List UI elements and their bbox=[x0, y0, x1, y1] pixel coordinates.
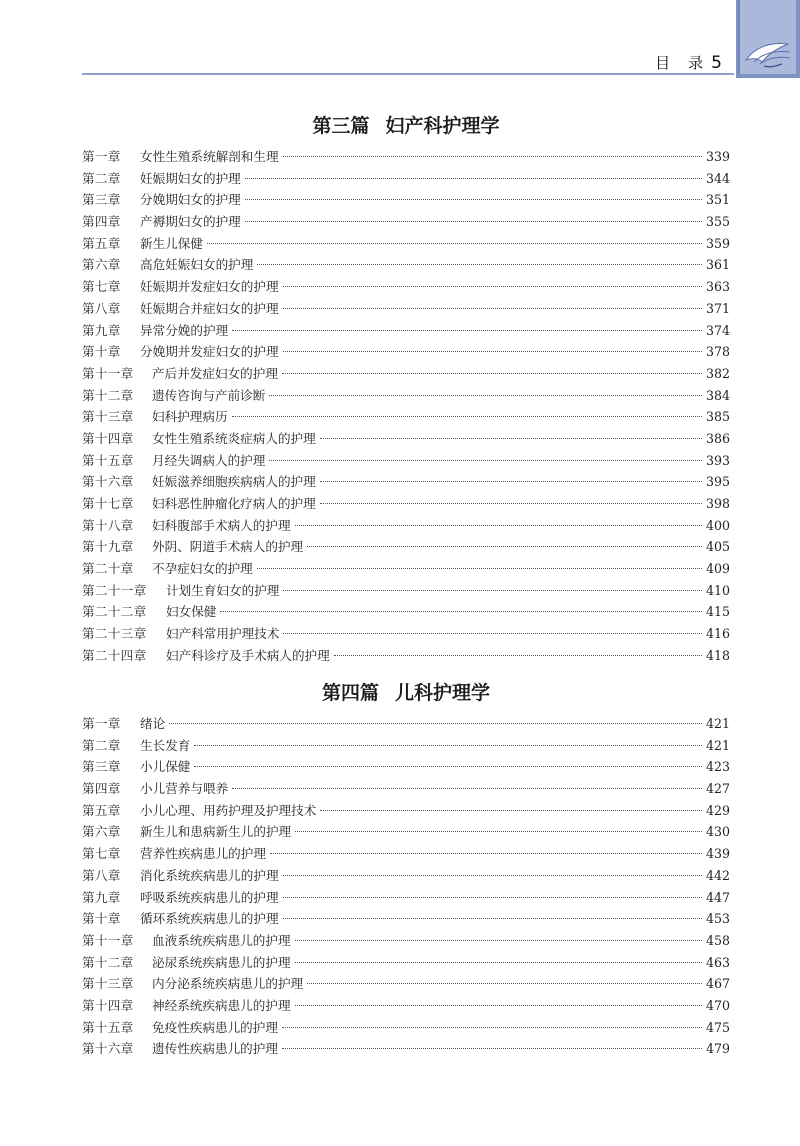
toc-entry[interactable] bbox=[82, 952, 730, 974]
toc-entry[interactable] bbox=[82, 558, 730, 580]
toc-page-number: 439 bbox=[705, 846, 730, 862]
toc-chapter-title: 内分泌系统疾病患儿的护理 bbox=[152, 976, 304, 992]
toc-leader-dots bbox=[245, 178, 702, 179]
toc-entry[interactable] bbox=[82, 821, 730, 843]
toc-chapter-title: 产后并发症妇女的护理 bbox=[152, 365, 278, 381]
part-4-label: 第四篇 bbox=[321, 682, 379, 704]
toc-leader-dots bbox=[232, 330, 702, 331]
toc-leader-dots bbox=[194, 745, 702, 746]
toc-entry[interactable] bbox=[82, 735, 730, 757]
toc-chapter-title: 外阴、阴道手术病人的护理 bbox=[152, 539, 304, 555]
toc-chapter-number: 第八章 bbox=[82, 867, 121, 883]
toc-entry[interactable] bbox=[82, 995, 730, 1017]
toc-leader-dots bbox=[269, 460, 702, 461]
toc-chapter-title: 妊娠期合并症妇女的护理 bbox=[140, 300, 279, 316]
toc-page-number: 371 bbox=[705, 300, 730, 316]
toc-chapter-title: 妊娠期妇女的护理 bbox=[140, 170, 241, 186]
toc-entry[interactable] bbox=[82, 428, 730, 450]
toc-page-number: 374 bbox=[705, 322, 730, 338]
toc-page-number: 467 bbox=[705, 976, 730, 992]
toc-chapter-number: 第十章 bbox=[82, 911, 121, 927]
toc-chapter-number: 第九章 bbox=[82, 889, 121, 905]
toc-leader-dots bbox=[295, 962, 702, 963]
toc-leader-dots bbox=[283, 633, 702, 634]
toc-page-number: 361 bbox=[705, 257, 730, 273]
part-3-toc-list bbox=[82, 146, 730, 667]
toc-chapter-title: 呼吸系统疾病患儿的护理 bbox=[140, 889, 279, 905]
toc-leader-dots bbox=[295, 525, 702, 526]
toc-entry[interactable] bbox=[82, 450, 730, 472]
toc-entry[interactable] bbox=[82, 580, 730, 602]
part-4-heading bbox=[82, 679, 730, 707]
toc-chapter-number: 第四章 bbox=[82, 781, 121, 797]
page-number: 5 bbox=[711, 53, 722, 73]
toc-page-number: 382 bbox=[705, 365, 730, 381]
toc-chapter-number: 第二十章 bbox=[82, 561, 134, 577]
toc-entry[interactable] bbox=[82, 515, 730, 537]
toc-page-number: 363 bbox=[705, 279, 730, 295]
toc-chapter-title: 妇科腹部手术病人的护理 bbox=[152, 517, 291, 533]
toc-chapter-title: 生长发育 bbox=[140, 737, 191, 753]
toc-entry[interactable] bbox=[82, 645, 730, 667]
toc-chapter-number: 第二章 bbox=[82, 737, 121, 753]
toc-chapter-title: 免疫性疾病患儿的护理 bbox=[152, 1019, 278, 1035]
running-header bbox=[655, 52, 722, 73]
toc-chapter-number: 第十五章 bbox=[82, 1019, 134, 1035]
toc-page-number: 351 bbox=[705, 192, 730, 208]
toc-leader-dots bbox=[320, 438, 702, 439]
toc-page-number: 427 bbox=[705, 781, 730, 797]
toc-leader-dots bbox=[283, 156, 702, 157]
toc-page-number: 458 bbox=[705, 932, 730, 948]
toc-entry[interactable] bbox=[82, 601, 730, 623]
toc-entry[interactable] bbox=[82, 973, 730, 995]
toc-page-number: 442 bbox=[705, 867, 730, 883]
toc-leader-dots bbox=[232, 788, 702, 789]
toc-page-number: 344 bbox=[705, 170, 730, 186]
toc-page-number: 398 bbox=[705, 496, 730, 511]
part-4-section bbox=[82, 679, 730, 1060]
toc-entry[interactable] bbox=[82, 865, 730, 887]
toc-entry[interactable] bbox=[82, 406, 730, 428]
toc-chapter-title: 血液系统疾病患儿的护理 bbox=[152, 932, 291, 948]
toc-chapter-title: 营养性疾病患儿的护理 bbox=[140, 846, 266, 862]
toc-page-number: 359 bbox=[705, 235, 730, 251]
toc-chapter-title: 新生儿和患病新生儿的护理 bbox=[140, 824, 292, 840]
toc-page-number: 421 bbox=[705, 716, 730, 731]
toc-leader-dots bbox=[283, 897, 702, 898]
header-tab bbox=[736, 0, 800, 78]
toc-entry[interactable] bbox=[82, 843, 730, 865]
toc-entry[interactable] bbox=[82, 233, 730, 255]
toc-chapter-number: 第七章 bbox=[82, 279, 121, 295]
toc-chapter-title: 分娩期妇女的护理 bbox=[140, 192, 241, 208]
toc-page-number: 385 bbox=[705, 409, 730, 425]
toc-page-number: 410 bbox=[705, 582, 730, 598]
toc-page-number: 423 bbox=[705, 759, 730, 775]
toc-page-number: 479 bbox=[705, 1041, 730, 1057]
toc-chapter-number: 第二章 bbox=[82, 170, 121, 186]
toc-entry[interactable] bbox=[82, 493, 730, 515]
toc-chapter-number: 第十四章 bbox=[82, 430, 134, 446]
toc-leader-dots bbox=[257, 264, 702, 265]
toc-chapter-title: 计划生育妇女的护理 bbox=[166, 582, 280, 598]
toc-entry[interactable] bbox=[82, 1017, 730, 1039]
toc-entry[interactable] bbox=[82, 189, 730, 211]
toc-page-number: 384 bbox=[705, 387, 730, 403]
toc-chapter-number: 第二十二章 bbox=[82, 604, 147, 620]
toc-chapter-title: 异常分娩的护理 bbox=[140, 322, 229, 338]
toc-page-number: 393 bbox=[705, 452, 730, 468]
toc-chapter-number: 第一章 bbox=[82, 716, 121, 731]
toc-entry[interactable] bbox=[82, 363, 730, 385]
toc-chapter-title: 循环系统疾病患儿的护理 bbox=[140, 911, 279, 927]
toc-chapter-number: 第十章 bbox=[82, 344, 121, 360]
toc-page-number: 386 bbox=[705, 430, 730, 446]
toc-leader-dots bbox=[295, 940, 702, 941]
toc-entry[interactable] bbox=[82, 385, 730, 407]
toc-chapter-number: 第一章 bbox=[82, 149, 121, 164]
toc-chapter-title: 女性生殖系统解剖和生理 bbox=[140, 149, 279, 164]
toc-entry[interactable] bbox=[82, 320, 730, 342]
toc-page-number: 378 bbox=[705, 344, 730, 360]
toc-chapter-title: 妇产科常用护理技术 bbox=[166, 626, 280, 642]
toc-chapter-number: 第二十三章 bbox=[82, 626, 147, 642]
toc-page-number: 405 bbox=[705, 539, 730, 555]
toc-leader-dots bbox=[320, 503, 702, 504]
bird-logo-icon bbox=[742, 36, 794, 76]
toc-page-number: 355 bbox=[705, 214, 730, 230]
toc-chapter-number: 第十一章 bbox=[82, 365, 134, 381]
toc-chapter-title: 月经失调病人的护理 bbox=[152, 452, 266, 468]
toc-page-number: 430 bbox=[705, 824, 730, 840]
toc-leader-dots bbox=[283, 286, 702, 287]
part-4-toc-list bbox=[82, 713, 730, 1060]
toc-page-number: 453 bbox=[705, 911, 730, 927]
toc-chapter-title: 妊娠期并发症妇女的护理 bbox=[140, 279, 279, 295]
header-rule bbox=[82, 73, 734, 75]
toc-entry[interactable] bbox=[82, 800, 730, 822]
toc-leader-dots bbox=[295, 831, 702, 832]
toc-leader-dots bbox=[282, 373, 702, 374]
toc-leader-dots bbox=[245, 199, 702, 200]
toc-leader-dots bbox=[307, 546, 702, 547]
toc-entry[interactable] bbox=[82, 471, 730, 493]
toc-chapter-number: 第六章 bbox=[82, 824, 121, 840]
toc-chapter-number: 第五章 bbox=[82, 802, 121, 818]
toc-entry[interactable] bbox=[82, 276, 730, 298]
toc-entry[interactable] bbox=[82, 713, 730, 735]
toc-chapter-number: 第十二章 bbox=[82, 387, 134, 403]
toc-chapter-number: 第五章 bbox=[82, 235, 121, 251]
toc-page-number: 395 bbox=[705, 474, 730, 490]
toc-leader-dots bbox=[169, 723, 702, 724]
toc-page-number: 409 bbox=[705, 561, 730, 577]
toc-entry[interactable] bbox=[82, 341, 730, 363]
toc-leader-dots bbox=[220, 611, 702, 612]
toc-chapter-title: 小儿营养与喂养 bbox=[140, 781, 229, 797]
toc-chapter-number: 第三章 bbox=[82, 759, 121, 775]
toc-chapter-title: 产褥期妇女的护理 bbox=[140, 214, 241, 230]
toc-page-number: 415 bbox=[705, 604, 730, 620]
toc-chapter-number: 第三章 bbox=[82, 192, 121, 208]
toc-leader-dots bbox=[245, 221, 702, 222]
toc-leader-dots bbox=[194, 766, 702, 767]
toc-leader-dots bbox=[283, 875, 702, 876]
toc-chapter-number: 第十三章 bbox=[82, 409, 134, 425]
toc-leader-dots bbox=[307, 983, 702, 984]
toc-page-number: 463 bbox=[705, 954, 730, 970]
toc-leader-dots bbox=[320, 810, 702, 811]
toc-chapter-title: 分娩期并发症妇女的护理 bbox=[140, 344, 279, 360]
toc-entry[interactable] bbox=[82, 756, 730, 778]
toc-leader-dots bbox=[257, 568, 702, 569]
toc-chapter-title: 高危妊娠妇女的护理 bbox=[140, 257, 254, 273]
toc-leader-dots bbox=[283, 918, 702, 919]
toc-chapter-number: 第十八章 bbox=[82, 517, 134, 533]
toc-page-number: 400 bbox=[705, 517, 730, 533]
toc-chapter-title: 遗传咨询与产前诊断 bbox=[152, 387, 266, 403]
toc-entry[interactable] bbox=[82, 146, 730, 168]
toc-chapter-number: 第十四章 bbox=[82, 997, 134, 1013]
toc-page-number: 475 bbox=[705, 1019, 730, 1035]
toc-chapter-title: 绪论 bbox=[140, 716, 166, 731]
toc-leader-dots bbox=[320, 481, 702, 482]
toc-chapter-title: 新生儿保健 bbox=[140, 235, 203, 251]
header-title-char1: 目 bbox=[655, 54, 671, 72]
toc-chapter-number: 第十七章 bbox=[82, 496, 134, 511]
toc-entry[interactable] bbox=[82, 930, 730, 952]
toc-chapter-title: 妇女保健 bbox=[166, 604, 217, 620]
toc-leader-dots bbox=[282, 1027, 702, 1028]
toc-chapter-number: 第十六章 bbox=[82, 474, 134, 490]
part-3-section bbox=[82, 112, 730, 667]
toc-leader-dots bbox=[283, 590, 702, 591]
toc-leader-dots bbox=[270, 853, 702, 854]
toc-entry[interactable] bbox=[82, 211, 730, 233]
toc-chapter-title: 妊娠滋养细胞疾病病人的护理 bbox=[152, 474, 316, 490]
toc-chapter-title: 小儿心理、用药护理及护理技术 bbox=[140, 802, 317, 818]
toc-chapter-title: 妇产科诊疗及手术病人的护理 bbox=[166, 647, 330, 663]
toc-leader-dots bbox=[334, 655, 702, 656]
toc-page-number: 418 bbox=[705, 647, 730, 663]
toc-chapter-number: 第四章 bbox=[82, 214, 121, 230]
part-3-title: 妇产科护理学 bbox=[385, 115, 500, 137]
toc-entry[interactable] bbox=[82, 168, 730, 190]
toc-leader-dots bbox=[207, 243, 702, 244]
toc-chapter-title: 泌尿系统疾病患儿的护理 bbox=[152, 954, 291, 970]
toc-page-number: 429 bbox=[705, 802, 730, 818]
toc-page-number: 470 bbox=[705, 997, 730, 1013]
part-4-title: 儿科护理学 bbox=[395, 682, 491, 704]
toc-entry[interactable] bbox=[82, 778, 730, 800]
toc-leader-dots bbox=[283, 351, 702, 352]
toc-chapter-number: 第十三章 bbox=[82, 976, 134, 992]
toc-chapter-title: 遗传性疾病患儿的护理 bbox=[152, 1041, 278, 1057]
toc-entry[interactable] bbox=[82, 536, 730, 558]
header-title-char2: 录 bbox=[688, 54, 704, 72]
toc-chapter-title: 不孕症妇女的护理 bbox=[152, 561, 253, 577]
toc-chapter-number: 第二十一章 bbox=[82, 582, 147, 598]
toc-chapter-number: 第十九章 bbox=[82, 539, 134, 555]
toc-chapter-title: 妇科护理病历 bbox=[152, 409, 228, 425]
toc-entry[interactable] bbox=[82, 908, 730, 930]
toc-leader-dots bbox=[283, 308, 702, 309]
toc-chapter-number: 第十五章 bbox=[82, 452, 134, 468]
toc-entry[interactable] bbox=[82, 1038, 730, 1060]
toc-chapter-title: 消化系统疾病患儿的护理 bbox=[140, 867, 279, 883]
toc-chapter-number: 第八章 bbox=[82, 300, 121, 316]
toc-chapter-number: 第六章 bbox=[82, 257, 121, 273]
toc-page-number: 421 bbox=[705, 737, 730, 753]
toc-chapter-number: 第七章 bbox=[82, 846, 121, 862]
toc-page-number: 416 bbox=[705, 626, 730, 642]
part-3-heading bbox=[82, 112, 730, 140]
toc-chapter-number: 第二十四章 bbox=[82, 647, 147, 663]
toc-chapter-number: 第十一章 bbox=[82, 932, 134, 948]
toc-chapter-number: 第十二章 bbox=[82, 954, 134, 970]
toc-page-number: 339 bbox=[705, 149, 730, 164]
toc-entry[interactable] bbox=[82, 254, 730, 276]
toc-chapter-title: 妇科恶性肿瘤化疗病人的护理 bbox=[152, 496, 316, 511]
toc-leader-dots bbox=[295, 1005, 702, 1006]
toc-entry[interactable] bbox=[82, 298, 730, 320]
toc-chapter-title: 女性生殖系统炎症病人的护理 bbox=[152, 430, 316, 446]
toc-leader-dots bbox=[232, 416, 702, 417]
part-3-label: 第三篇 bbox=[312, 115, 370, 137]
toc-chapter-number: 第九章 bbox=[82, 322, 121, 338]
toc-chapter-title: 神经系统疾病患儿的护理 bbox=[152, 997, 291, 1013]
toc-leader-dots bbox=[269, 395, 702, 396]
toc-page-number: 447 bbox=[705, 889, 730, 905]
toc-chapter-number: 第十六章 bbox=[82, 1041, 134, 1057]
toc-chapter-title: 小儿保健 bbox=[140, 759, 191, 775]
toc-entry[interactable] bbox=[82, 887, 730, 909]
toc-entry[interactable] bbox=[82, 623, 730, 645]
toc-leader-dots bbox=[282, 1048, 702, 1049]
